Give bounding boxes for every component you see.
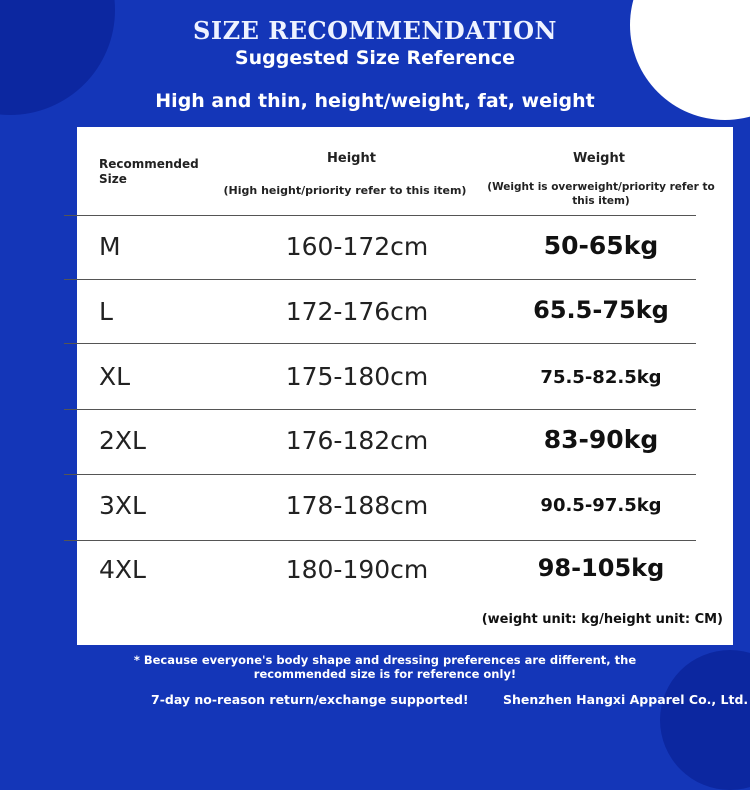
row-weight: 90.5-97.5kg — [540, 495, 662, 516]
header-height-note: (High height/priority refer to this item) — [223, 184, 467, 197]
page-headline: High and thin, height/weight, fat, weight — [155, 90, 595, 112]
row-weight: 83-90kg — [543, 425, 659, 454]
table-divider — [64, 409, 696, 410]
row-height: 176-182cm — [285, 426, 429, 455]
table-divider — [64, 343, 696, 344]
row-size: 3XL — [99, 491, 146, 520]
row-size: XL — [99, 362, 131, 391]
row-weight: 50-65kg — [543, 231, 659, 260]
row-height: 178-188cm — [285, 491, 429, 520]
footer-returns: 7-day no-reason return/exchange supported! — [151, 692, 469, 707]
footer-company: Shenzhen Hangxi Apparel Co., Ltd. — [503, 692, 749, 707]
row-height: 180-190cm — [285, 555, 429, 584]
table-divider — [64, 474, 696, 475]
row-height: 160-172cm — [285, 232, 429, 261]
header-height: Height — [327, 151, 376, 166]
row-weight: 75.5-82.5kg — [540, 367, 662, 388]
row-size: 4XL — [99, 555, 146, 584]
row-size: 2XL — [99, 426, 146, 455]
row-size: L — [99, 297, 113, 326]
header-weight-note: (Weight is overweight/priority refer to this item) — [487, 181, 715, 207]
row-weight: 65.5-75kg — [533, 296, 669, 324]
row-height: 175-180cm — [285, 362, 429, 391]
row-height: 172-176cm — [285, 297, 429, 326]
header-recommended-size: Recommended Size — [99, 157, 199, 186]
page-subtitle: Suggested Size Reference — [234, 47, 516, 69]
units-note: (weight unit: kg/height unit: CM) — [481, 612, 723, 627]
footer-disclaimer: * Because everyone's body shape and dressing preferences are different, the recommended size is for reference only! — [133, 653, 637, 681]
size-table-card — [77, 127, 733, 645]
page-title: SIZE RECOMMENDATION — [193, 16, 557, 45]
row-weight: 98-105kg — [537, 554, 665, 582]
row-size: M — [99, 232, 121, 261]
table-divider — [64, 215, 696, 216]
table-divider — [64, 540, 696, 541]
header-weight: Weight — [573, 151, 625, 166]
table-divider — [64, 279, 696, 280]
